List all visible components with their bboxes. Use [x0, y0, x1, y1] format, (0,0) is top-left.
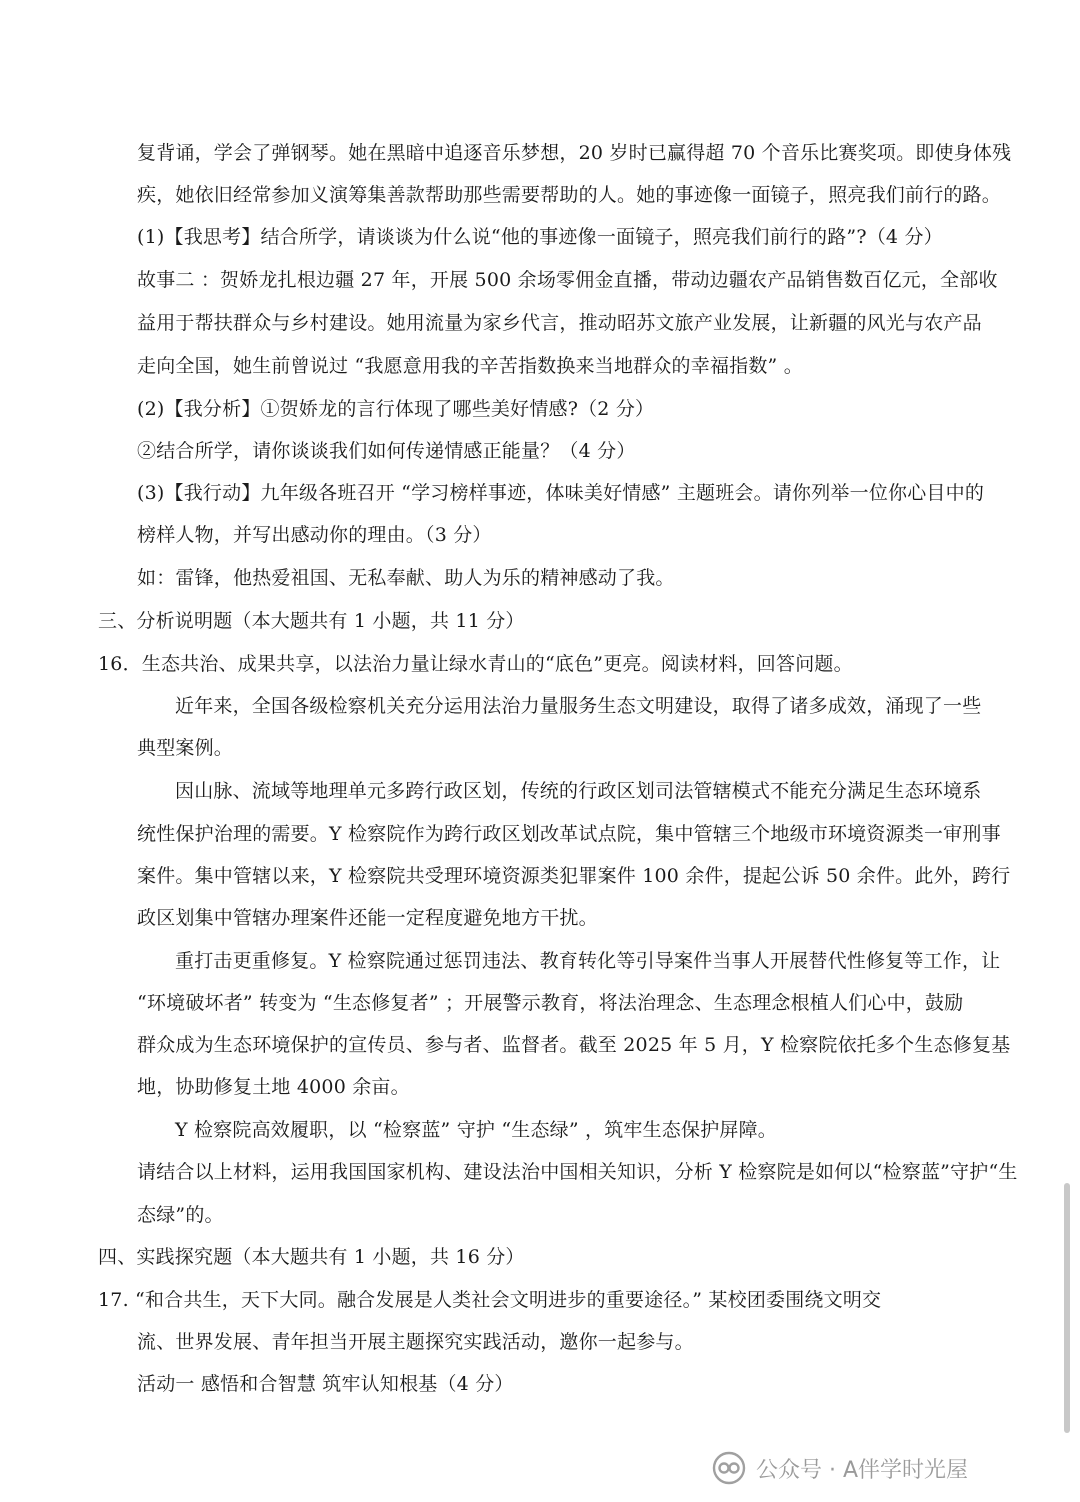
text-line: 故事二 ：贺娇龙扎根边疆 27 年，开展 500 余场零佣金直播，带动边疆农产品销售数百亿元，全部收 — [137, 269, 998, 291]
text-line: “环境破坏者” 转变为 “生态修复者” ；开展警示教育，将法治理念、生态理念根植人们心中，鼓励 — [137, 992, 964, 1014]
question-line: 17. “和合共生，天下大同。融合发展是人类社会文明进步的重要途径。” 某校团委围绕文明交 — [98, 1289, 882, 1311]
text-line: Y 检察院高效履职，以 “检察蓝” 守护 “生态绿” ，筑牢生态保护屏障。 — [175, 1119, 777, 1141]
text-line: 疾，她依旧经常参加义演筹集善款帮助那些需要帮助的人。她的事迹像一面镜子，照亮我们前行的路。 — [137, 184, 1002, 206]
text-line: 走向全国，她生前曾说过 “我愿意用我的辛苦指数换来当地群众的幸福指数” 。 — [137, 355, 803, 377]
wechat-official-account-icon — [712, 1451, 746, 1485]
text-line: 政区划集中管辖办理案件还能一定程度避免地方干扰。 — [137, 907, 598, 929]
question-line: 16．生态共治、成果共享，以法治力量让绿水青山的“底色”更亮。阅读材料，回答问题。 — [98, 653, 853, 675]
text-line: 重打击更重修复。Y 检察院通过惩罚违法、教育转化等引导案件当事人开展替代性修复等工作，让 — [175, 950, 1001, 972]
question-line: 态绿”的。 — [137, 1204, 224, 1226]
question-line: 请结合以上材料，运用我国国家机构、建设法治中国相关知识，分析 Y 检察院是如何以“检察蓝”守护“生 — [137, 1161, 1018, 1183]
text-line: 复背诵，学会了弹钢琴。她在黑暗中追逐音乐梦想，20 岁时已赢得超 70 个音乐比赛奖项。即使身体残 — [137, 142, 1012, 164]
text-line: 群众成为生态环境保护的宣传员、参与者、监督者。截至 2025 年 5 月，Y 检察院依托多个生态修复基 — [137, 1034, 1011, 1056]
text-line: 近年来，全国各级检察机关充分运用法治力量服务生态文明建设，取得了诸多成效，涌现了一些 — [175, 695, 982, 717]
question-line: (2)【我分析】①贺娇龙的言行体现了哪些美好情感?（2 分） — [137, 398, 655, 420]
watermark — [712, 1448, 968, 1488]
text-line: 如：雷锋，他热爱祖国、无私奉献、助人为乐的精神感动了我。 — [137, 567, 675, 589]
text-line: 榜样人物，并写出感动你的理由。（3 分） — [137, 524, 492, 546]
question-line: (3)【我行动】九年级各班召开 “学习榜样事迹，体味美好情感” 主题班会。请你列举一位你心目中的 — [137, 482, 985, 504]
text-line: 流、世界发展、青年担当开展主题探究实践活动，邀你一起参与。 — [137, 1331, 694, 1353]
activity-heading: 活动一 感悟和合智慧 筑牢认知根基（4 分） — [137, 1373, 514, 1395]
section-heading: 三、分析说明题（本大题共有 1 小题，共 11 分） — [98, 610, 525, 632]
text-line: 因山脉、流域等地理单元多跨行政区划，传统的行政区划司法管辖模式不能充分满足生态环境系 — [175, 780, 982, 802]
text-line: 统性保护治理的需要。Y 检察院作为跨行政区划改革试点院，集中管辖三个地级市环境资源类一审刑事 — [137, 823, 1001, 845]
question-line: ②结合所学，请你谈谈我们如何传递情感正能量？（4 分） — [137, 440, 636, 462]
scrollbar[interactable] — [1064, 1183, 1070, 1433]
text-line: 案件。集中管辖以来，Y 检察院共受理环境资源类犯罪案件 100 余件，提起公诉 50 余件。此外，跨行 — [137, 865, 1011, 887]
watermark-text: 公众号 · A伴学时光屋 — [756, 1457, 969, 1483]
text-line: 益用于帮扶群众与乡村建设。她用流量为家乡代言，推动昭苏文旅产业发展，让新疆的风光与农产品 — [137, 312, 982, 334]
text-line: 典型案例。 — [137, 737, 234, 759]
question-line: (1)【我思考】结合所学，请谈谈为什么说“他的事迹像一面镜子，照亮我们前行的路”?（4 分） — [137, 226, 943, 248]
section-heading: 四、实践探究题（本大题共有 1 小题，共 16 分） — [98, 1246, 525, 1268]
text-line: 地，协助修复土地 4000 余亩。 — [137, 1076, 410, 1098]
